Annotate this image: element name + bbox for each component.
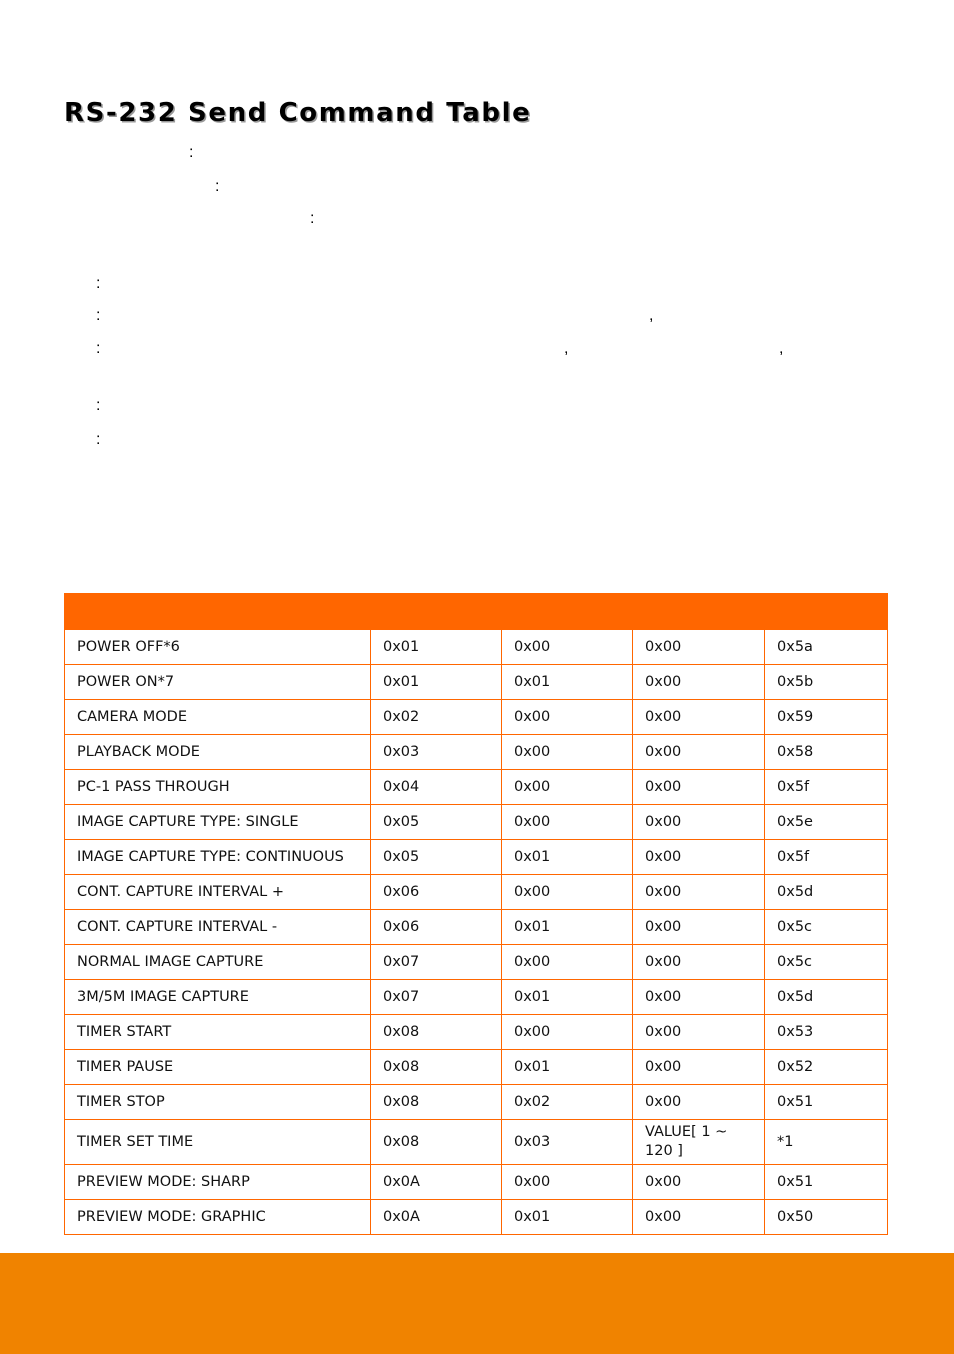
page-title: RS-232 Send Command Table — [64, 98, 532, 128]
command-name-cell: PC-1 PASS THROUGH — [65, 770, 371, 805]
byte-cell: 0x00 — [633, 910, 765, 945]
table-row — [65, 1120, 888, 1165]
header-cell — [633, 594, 888, 630]
header-cell — [65, 594, 633, 630]
byte-cell: 0x50 — [765, 1200, 888, 1235]
byte-cell: 0x00 — [502, 735, 633, 770]
table-row — [65, 840, 888, 875]
byte-cell: 0x00 — [633, 700, 765, 735]
table-row — [65, 910, 888, 945]
byte-cell: 0x00 — [633, 840, 765, 875]
byte-cell: 0x00 — [633, 1085, 765, 1120]
byte-cell: 0x00 — [502, 700, 633, 735]
table-row — [65, 1200, 888, 1235]
byte-cell: 0x00 — [502, 1015, 633, 1050]
table-row — [65, 1015, 888, 1050]
byte-cell: *1 — [765, 1120, 888, 1165]
command-name-cell: 3M/5M IMAGE CAPTURE — [65, 980, 371, 1015]
byte-cell: 0x52 — [765, 1050, 888, 1085]
colon-mark: : — [96, 431, 101, 448]
colon-mark: : — [310, 210, 315, 227]
byte-cell: 0x00 — [502, 945, 633, 980]
byte-cell: 0x53 — [765, 1015, 888, 1050]
colon-mark: : — [96, 275, 101, 292]
byte-cell: 0x00 — [502, 630, 633, 665]
colon-mark: : — [189, 144, 194, 161]
byte-cell: 0x00 — [633, 1165, 765, 1200]
byte-cell: 0x00 — [502, 805, 633, 840]
table-row — [65, 665, 888, 700]
byte-cell: 0x59 — [765, 700, 888, 735]
byte-cell: 0x5f — [765, 770, 888, 805]
byte-cell: 0x00 — [633, 980, 765, 1015]
byte-cell: 0x01 — [371, 665, 502, 700]
byte-cell: 0x01 — [371, 630, 502, 665]
byte-cell: 0x5a — [765, 630, 888, 665]
colon-mark: : — [96, 307, 101, 324]
byte-cell: 0x5c — [765, 910, 888, 945]
byte-cell: 0x5c — [765, 945, 888, 980]
byte-cell: 0x02 — [502, 1085, 633, 1120]
table-row — [65, 700, 888, 735]
byte-cell: 0x0A — [371, 1200, 502, 1235]
byte-cell: 0x08 — [371, 1085, 502, 1120]
command-name-cell: CAMERA MODE — [65, 700, 371, 735]
byte-cell: VALUE[ 1 ~ 120 ] — [633, 1120, 765, 1165]
byte-cell: 0x01 — [502, 1050, 633, 1085]
byte-cell: 0x00 — [633, 665, 765, 700]
table-row — [65, 1165, 888, 1200]
command-name-cell: POWER OFF*6 — [65, 630, 371, 665]
byte-cell: 0x03 — [371, 735, 502, 770]
byte-cell: 0x08 — [371, 1050, 502, 1085]
command-name-cell: PLAYBACK MODE — [65, 735, 371, 770]
table-row — [65, 770, 888, 805]
byte-cell: 0x00 — [633, 735, 765, 770]
command-name-cell: POWER ON*7 — [65, 665, 371, 700]
colon-mark: : — [96, 397, 101, 414]
table-row — [65, 1085, 888, 1120]
byte-cell: 0x00 — [633, 1200, 765, 1235]
table-row — [65, 805, 888, 840]
byte-cell: 0x08 — [371, 1120, 502, 1165]
table-row — [65, 1050, 888, 1085]
byte-cell: 0x07 — [371, 980, 502, 1015]
byte-cell: 0x00 — [633, 1015, 765, 1050]
command-name-cell: TIMER PAUSE — [65, 1050, 371, 1085]
byte-cell: 0x00 — [633, 875, 765, 910]
table-row — [65, 630, 888, 665]
byte-cell: 0x00 — [502, 770, 633, 805]
comma-mark: , — [564, 340, 569, 357]
colon-mark: : — [215, 178, 220, 195]
byte-cell: 0x00 — [633, 805, 765, 840]
table-row — [65, 875, 888, 910]
byte-cell: 0x5d — [765, 980, 888, 1015]
comma-mark: , — [649, 307, 654, 324]
table-row — [65, 945, 888, 980]
command-name-cell: TIMER STOP — [65, 1085, 371, 1120]
byte-cell: 0x0A — [371, 1165, 502, 1200]
byte-cell: 0x05 — [371, 840, 502, 875]
table-header-row — [65, 594, 888, 630]
byte-cell: 0x06 — [371, 910, 502, 945]
byte-cell: 0x03 — [502, 1120, 633, 1165]
command-table — [64, 593, 888, 1235]
command-name-cell: TIMER SET TIME — [65, 1120, 371, 1165]
byte-cell: 0x00 — [633, 770, 765, 805]
byte-cell: 0x05 — [371, 805, 502, 840]
byte-cell: 0x04 — [371, 770, 502, 805]
colon-mark: : — [96, 340, 101, 357]
byte-cell: 0x58 — [765, 735, 888, 770]
byte-cell: 0x00 — [633, 1050, 765, 1085]
comma-mark: , — [779, 340, 784, 357]
byte-cell: 0x00 — [633, 945, 765, 980]
command-name-cell: PREVIEW MODE: GRAPHIC — [65, 1200, 371, 1235]
byte-cell: 0x08 — [371, 1015, 502, 1050]
command-name-cell: CONT. CAPTURE INTERVAL + — [65, 875, 371, 910]
byte-cell: 0x07 — [371, 945, 502, 980]
table-row — [65, 735, 888, 770]
byte-cell: 0x06 — [371, 875, 502, 910]
command-name-cell: IMAGE CAPTURE TYPE: SINGLE — [65, 805, 371, 840]
command-name-cell: NORMAL IMAGE CAPTURE — [65, 945, 371, 980]
command-name-cell: CONT. CAPTURE INTERVAL - — [65, 910, 371, 945]
byte-cell: 0x00 — [502, 1165, 633, 1200]
byte-cell: 0x51 — [765, 1085, 888, 1120]
footer-band — [0, 1253, 954, 1354]
command-name-cell: IMAGE CAPTURE TYPE: CONTINUOUS — [65, 840, 371, 875]
byte-cell: 0x00 — [502, 875, 633, 910]
command-name-cell: TIMER START — [65, 1015, 371, 1050]
byte-cell: 0x01 — [502, 665, 633, 700]
table-row — [65, 980, 888, 1015]
command-name-cell: PREVIEW MODE: SHARP — [65, 1165, 371, 1200]
byte-cell: 0x5e — [765, 805, 888, 840]
byte-cell: 0x01 — [502, 840, 633, 875]
byte-cell: 0x00 — [633, 630, 765, 665]
byte-cell: 0x01 — [502, 1200, 633, 1235]
byte-cell: 0x02 — [371, 700, 502, 735]
byte-cell: 0x01 — [502, 910, 633, 945]
byte-cell: 0x5d — [765, 875, 888, 910]
byte-cell: 0x01 — [502, 980, 633, 1015]
byte-cell: 0x5b — [765, 665, 888, 700]
byte-cell: 0x51 — [765, 1165, 888, 1200]
byte-cell: 0x5f — [765, 840, 888, 875]
